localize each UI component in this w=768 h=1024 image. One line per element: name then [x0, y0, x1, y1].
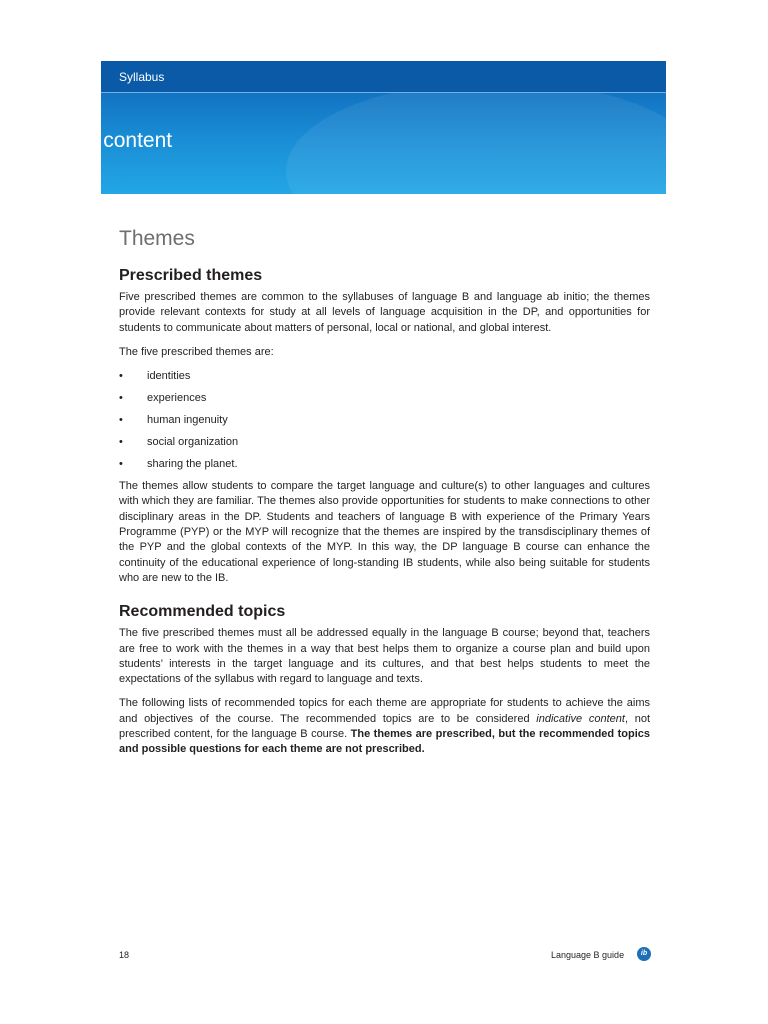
- bullet-icon: •: [119, 370, 123, 383]
- indicative-content-text: indicative content: [536, 712, 625, 725]
- bullet-icon: •: [119, 414, 123, 427]
- list-item: • experiences: [119, 392, 207, 405]
- themes-list: [119, 369, 650, 472]
- list-item: • social organization: [119, 436, 239, 449]
- chapter-banner: [101, 61, 666, 194]
- bullet-icon: •: [119, 392, 123, 405]
- list-item: • identities: [119, 370, 191, 383]
- prescribed-intro-paragraph: Five prescribed themes are common to the syllabuses of language B and language ab initio; the themes provide relevant contexts for study at all levels of language acquisition in the DP, and opportunities for students to communicate about matters of personal, local or national, and global interest.: [119, 291, 650, 334]
- section-bar: [101, 61, 666, 93]
- themes-heading: Themes: [119, 227, 195, 250]
- guide-name: Language B guide: [551, 950, 625, 960]
- emphasis-text: The themes are prescribed, but the recommended topics and possible questions for each theme are not prescribed.: [119, 728, 651, 756]
- section-label: Syllabus: [119, 70, 165, 84]
- list-intro-paragraph: The five prescribed themes are:: [119, 345, 274, 358]
- prescribed-themes-heading: Prescribed themes: [119, 267, 263, 284]
- list-item: • human ingenuity: [119, 414, 228, 427]
- chapter-title: Syllabus content: [18, 129, 173, 152]
- main-content: [119, 226, 650, 767]
- ib-logo-icon: ib: [637, 947, 651, 961]
- bullet-icon: •: [119, 436, 123, 449]
- themes-closing-paragraph: The themes allow students to compare the target language and culture(s) to other languages and cultures with which they are familiar. The themes also provide opportunities for students to make connections to other disciplinary areas in the DP. Students and teachers of language B with experience of the Primary Years Programme (PYP) or the MYP will recognize that the themes are inspired by the transdisciplinary themes of the PYP and the global contexts of the MYP. In this way, the DP language B course can enhance the continuity of the educational experience of long-standing IB students, while also being suitable for students who are new to the IB.: [119, 480, 650, 584]
- recommended-topics-heading: Recommended topics: [119, 603, 286, 621]
- page-number: 18: [119, 950, 130, 960]
- bullet-icon: •: [119, 458, 123, 471]
- recommended-paragraph-1: The five prescribed themes must all be addressed equally in the language B course; beyond that, teachers are free to work with the themes in a way that best helps them to organize a course plan and build upon students’ interests in the target language and its cultures, and that best helps students to meet the expectations of the syllabus with regard to language and texts.: [119, 627, 650, 686]
- recommended-paragraph-2: The following lists of recommended topics for each theme are appropriate for students to achieve the aims and objectives of the course. The recommended topics are to be considered indicative content, not prescribed content, for the language B course. The themes are prescribed, but the recommended topics and possible questions for each theme are not prescribed.: [119, 697, 651, 756]
- banner-decoration: [286, 81, 666, 194]
- list-item: • sharing the planet.: [119, 458, 238, 471]
